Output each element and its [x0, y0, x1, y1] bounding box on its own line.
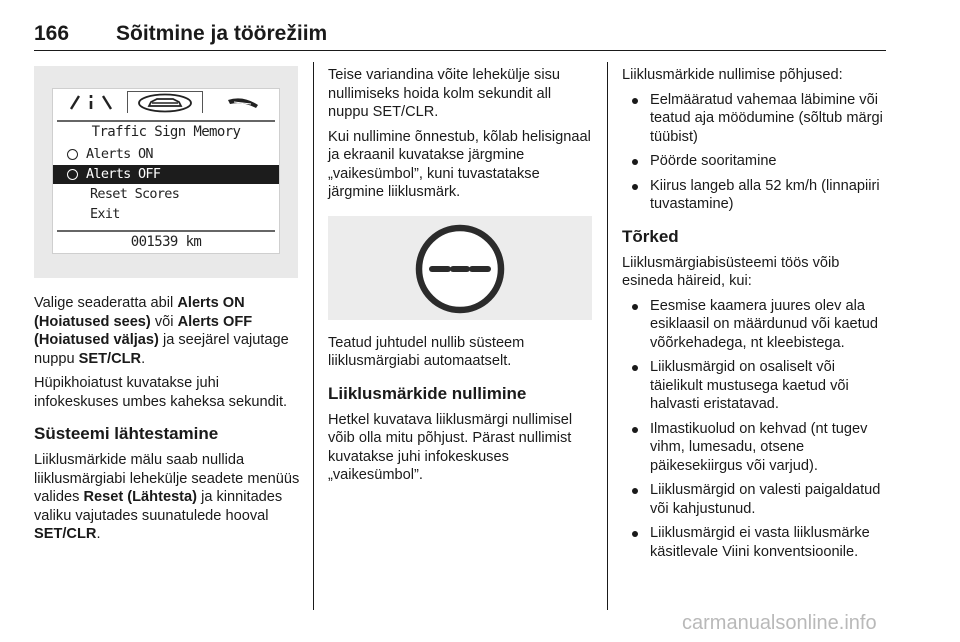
faults-list: [622, 297, 888, 562]
list-item: Liiklusmärgid on osaliselt või täielikult mustusega kaetud või halvasti eristatavad.: [622, 358, 888, 414]
bullet-icon: [632, 488, 638, 494]
display-illustration: [34, 66, 298, 278]
column-divider-1: [313, 62, 314, 610]
paragraph-reasons-intro: Liiklusmärkide nullimise põhjused:: [622, 67, 843, 83]
radio-icon: [67, 169, 78, 180]
radio-icon: [67, 149, 78, 160]
watermark[interactable]: carmanualsonline.info: [682, 612, 877, 634]
paragraph-reset-memory: Liiklusmärkide mälu saab nullida liiklusmärgiabi lehekülje seadete menüüs valides Reset (Lähtesta) ja kinnitades valiku vajutades suunatulede hooval SET/CLR.: [34, 452, 300, 542]
lane-icon: [61, 91, 121, 113]
page-number: 166: [34, 22, 70, 45]
heading-sign-reset: Liiklusmärkide nullimine: [328, 383, 527, 403]
display-divider-top: [57, 120, 275, 122]
bullet-icon: [632, 98, 638, 104]
paragraph-auto-reset: Teatud juhtudel nullib süsteem liiklusmärgiabi automaatselt.: [328, 334, 525, 369]
paragraph-reset-reasons: Hetkel kuvatava liiklusmärgi nullimisel võib olla mitu põhjust. Pärast nullimist kuvatakse juhi infokeskuses „vaikesümbol”.: [328, 411, 573, 483]
list-item: Kiirus langeb alla 52 km/h (linnapiiri tuvastamine): [622, 177, 888, 214]
paragraph-hold-button: Teise variandina võite lehekülje sisu nullimiseks hoida kolm sekundit all nuppu SET/CLR.: [328, 67, 561, 120]
car-icon: [127, 91, 203, 113]
default-symbol-illustration: [328, 216, 592, 320]
bullet-icon: [632, 531, 638, 537]
list-item: Liiklusmärgid ei vasta liiklusmärke käsitlevale Viini konventsioonile.: [622, 524, 888, 561]
paragraph-select-alerts: Valige seaderatta abil Alerts ON (Hoiatused sees) või Alerts OFF (Hoiatused väljas) ja seejärel vajutage nuppu SET/CLR.: [34, 295, 289, 367]
menu-item-reset-scores[interactable]: Reset Scores: [90, 186, 180, 203]
reasons-list: [622, 91, 888, 214]
bullet-icon: [632, 365, 638, 371]
page-header: [34, 22, 886, 52]
bullet-icon: [632, 159, 638, 165]
display-menu-title: Traffic Sign Memory: [91, 124, 241, 140]
list-item: Ilmastikuolud on kehvad (nt tugev vihm, lumesadu, otsene päikesekiirgus või varjud).: [622, 420, 888, 476]
info-display-screen: [52, 88, 280, 254]
default-sign-icon: [410, 224, 510, 314]
bullet-icon: [632, 184, 638, 190]
header-divider: [34, 50, 886, 51]
column-3: [622, 66, 888, 567]
heading-system-reset: Süsteemi lähtestamine: [34, 424, 219, 443]
menu-item-alerts-on[interactable]: Alerts ON: [53, 145, 279, 164]
odometer-readout: 001539 km: [130, 234, 202, 250]
list-item: Eesmise kaamera juures olev ala esiklaasil on määrdunud või kaetud võõrkehadega, nt kleebistega.: [622, 297, 888, 353]
menu-item-alerts-off[interactable]: Alerts OFF: [53, 165, 279, 184]
paragraph-reset-success: Kui nullimine õnnestub, kõlab helisignaal ja ekraanil kuvatakse järgmine „vaikesümbol”, kuni tuvastatakse järgmine liiklusmärk.: [328, 128, 591, 200]
heading-faults: Tõrked: [622, 226, 679, 246]
page-title: Sõitmine ja töörežiim: [116, 22, 328, 45]
column-2: [328, 66, 594, 491]
column-divider-2: [607, 62, 608, 610]
display-tab-bar: [53, 89, 279, 113]
display-divider-bottom: [57, 230, 275, 232]
list-item: Pöörde sooritamine: [622, 152, 888, 171]
paragraph-popup-warning: Hüpikhoiatust kuvatakse juhi infokeskuses umbes kaheksa sekundit.: [34, 375, 288, 410]
menu-item-exit[interactable]: Exit: [90, 206, 120, 223]
bullet-icon: [632, 304, 638, 310]
column-1: [34, 66, 300, 550]
paragraph-faults-intro: Liiklusmärgiabisüsteemi töös võib esineda häireid, kui:: [622, 254, 840, 289]
bullet-icon: [632, 427, 638, 433]
list-item: Eelmääratud vahemaa läbimine või teatud aja möödumine (sõltub märgi tüübist): [622, 91, 888, 147]
list-item: Liiklusmärgid on valesti paigaldatud või kahjustunud.: [622, 481, 888, 518]
traffic-sign-icon: [213, 91, 273, 113]
